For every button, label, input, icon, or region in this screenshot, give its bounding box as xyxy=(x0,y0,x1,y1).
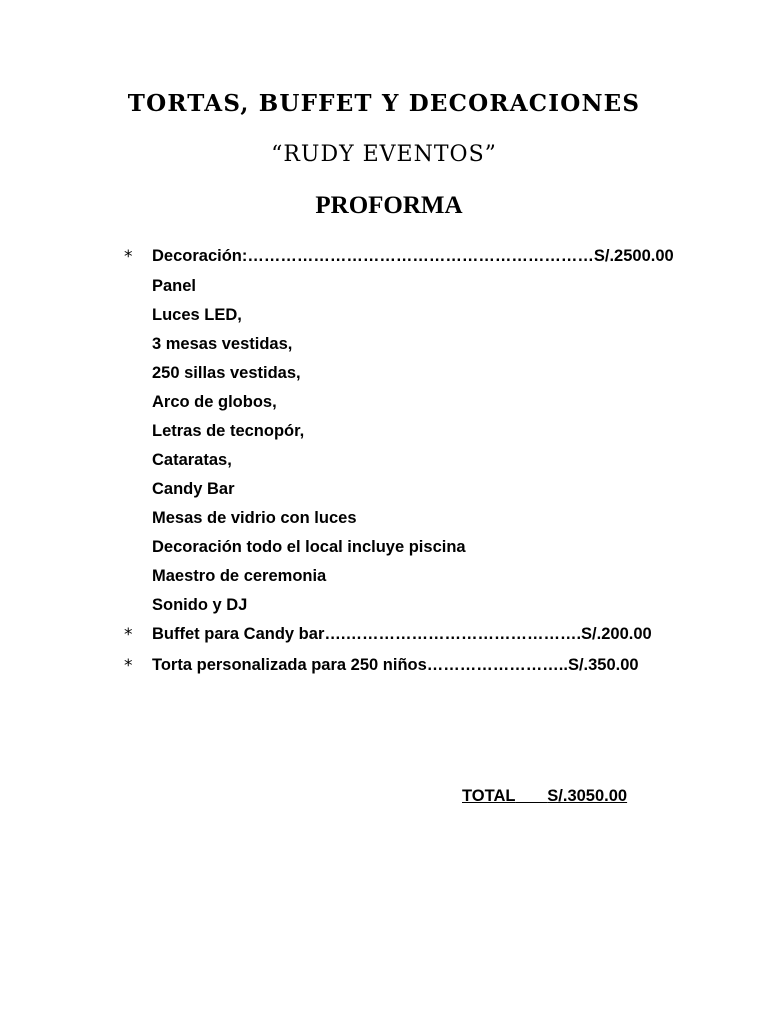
item-price: S/.200.00 xyxy=(581,625,652,643)
dot-leader: …………………….. xyxy=(426,656,568,674)
item-price: S/.2500.00 xyxy=(593,247,674,265)
line-item-torta xyxy=(152,655,639,675)
line-item-buffet xyxy=(152,624,652,644)
detail-item: Letras de tecnopór, xyxy=(152,422,305,440)
item-label: Buffet para Candy bar xyxy=(152,625,325,643)
detail-item: Decoración todo el local incluye piscina xyxy=(152,538,466,556)
brand-heading: “RUDY EVENTOS” xyxy=(271,142,497,167)
detail-item: 3 mesas vestidas, xyxy=(152,335,293,353)
item-label: Torta personalizada para 250 niños xyxy=(152,656,427,674)
bullet-marker: * xyxy=(124,247,133,267)
detail-item: Cataratas, xyxy=(152,451,232,469)
total-line xyxy=(462,786,627,806)
detail-item: Arco de globos, xyxy=(152,393,277,411)
item-label: Decoración: xyxy=(152,247,248,265)
document-title: PROFORMA xyxy=(315,192,463,219)
item-price: S/.350.00 xyxy=(567,656,639,674)
total-amount: S/.3050.00 xyxy=(547,787,628,805)
detail-item: Maestro de ceremonia xyxy=(152,567,327,585)
detail-item: Luces LED, xyxy=(152,306,242,324)
detail-item: Candy Bar xyxy=(152,480,235,498)
detail-item: Sonido y DJ xyxy=(152,596,248,614)
dot-leader: ….……………………………………. xyxy=(324,625,582,643)
detail-item: 250 sillas vestidas, xyxy=(152,364,301,382)
detail-item: Mesas de vidrio con luces xyxy=(152,509,357,527)
company-heading: TORTAS, BUFFET Y DECORACIONES xyxy=(127,90,641,117)
detail-item: Panel xyxy=(152,277,197,295)
bullet-marker: * xyxy=(124,625,133,645)
total-label: TOTAL xyxy=(462,787,516,805)
bullet-marker: * xyxy=(124,656,133,676)
dot-leader: ……………………………………………………… xyxy=(247,247,594,265)
line-item-decoracion xyxy=(152,246,674,266)
